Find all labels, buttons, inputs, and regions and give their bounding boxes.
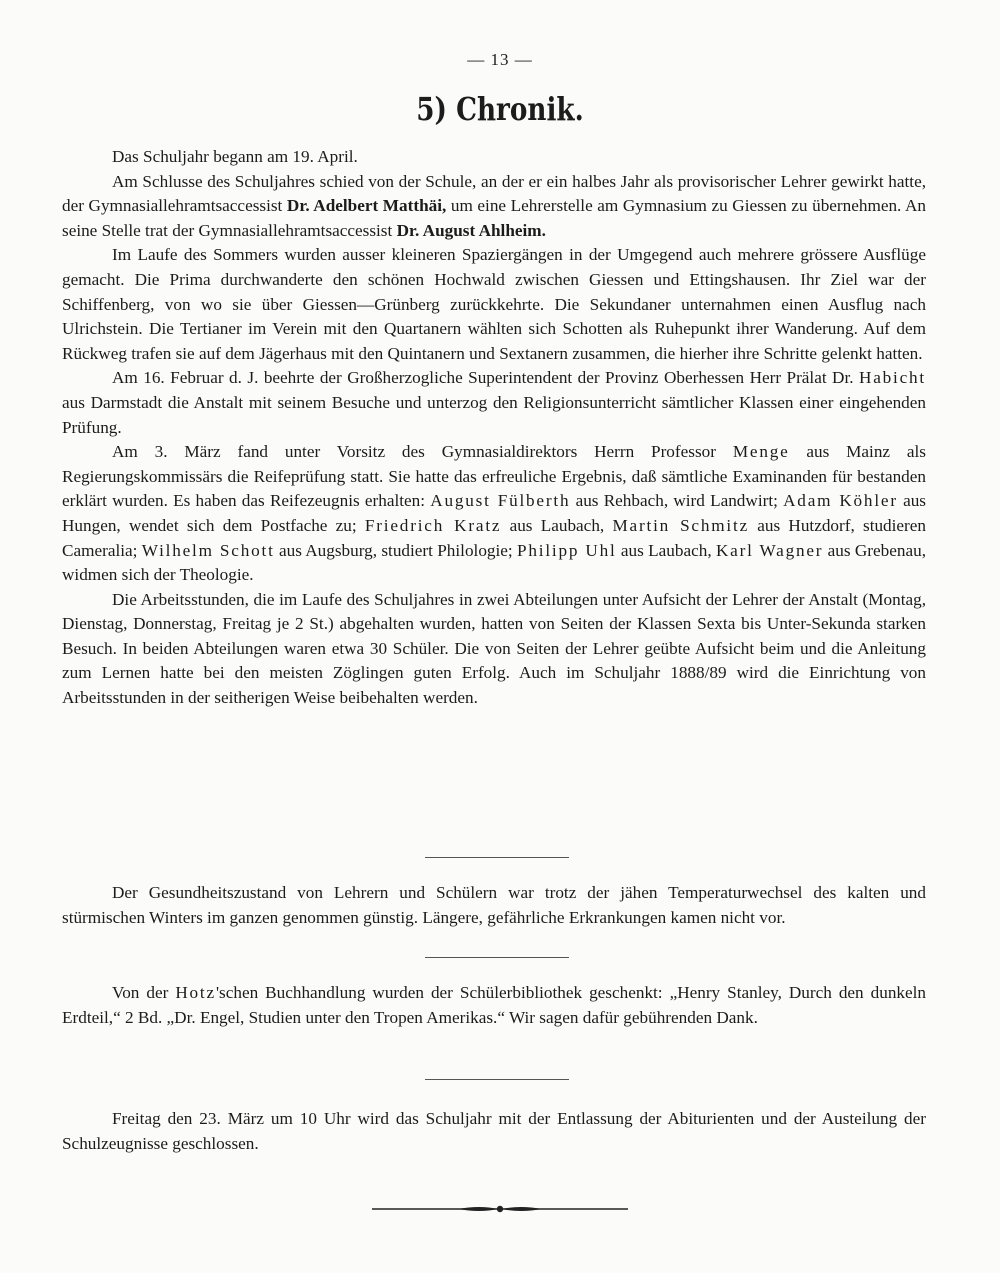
section-heading: 5) Chronik. [416,90,584,128]
paragraph-exam [62,440,926,588]
page-number: — 13 — [467,50,533,69]
section-divider [425,857,569,858]
section-divider [425,957,569,958]
bookshop-name: Hotz [175,983,216,1002]
student-name: Friedrich Kratz [364,515,502,535]
teacher-name-ahlheim: Dr. August Ahlheim. [396,220,546,240]
chronicle-body [62,145,926,711]
text-run: Am 3. März fand unter Vorsitz des Gymnasialdirektors Herrn Professor [112,442,733,462]
student-name: August Fülberth [430,491,571,511]
health-block [62,881,926,930]
text-run: um eine Lehrerstelle am Gymnasium zu Giessen zu übernehmen. An seine Stelle trat der Gymnasiallehramtsaccessist [62,196,926,240]
student-name: Karl Wagner [715,540,824,560]
student-name: Wilhelm Schott [141,540,275,560]
library-block [62,981,926,1030]
paragraph-teacher-change [62,170,926,244]
paragraph-library [62,981,926,1030]
end-ornament [370,1199,630,1219]
text-run: aus Mainz als Regierungskommissärs die Reifeprüfung statt. Sie hatte das erfreuliche Ergebnis, daß sämtliche Examinanden für bestanden erklärt wurden. Es haben das Reifezeugnis erhalten: [62,442,926,511]
closing-block [62,1107,926,1156]
paragraph-study-hours: Die Arbeitsstunden, die im Laufe des Schuljahres in zwei Abteilungen unter Aufsicht der Lehrer der Anstalt (Montag, Dienstag, Donnerstag, Freitag je 2 St.) abgehalten wurden, hatten von Seiten der Klassen Sexta bis Unter-Sekunda starken Besuch. In beiden Abteilungen waren etwa 30 Schüler. Die von Seiten der Lehrer geübte Aufsicht beim und die Anleitung zum Lernen hatte bei den meisten Zöglingen guten Erfolg. Auch im Schuljahr 1888/89 wird die Einrichtung von Arbeitsstunden in der seitherigen Weise beibehalten werden. [62,589,926,708]
text-run: aus Laubach, [501,515,613,535]
text-run: Von der [112,983,176,1002]
teacher-name-matthaei: Dr. Adelbert Matthäi, [286,196,447,216]
paragraph-school-start: Das Schuljahr begann am 19. April. [112,147,358,166]
student-name: Philipp Uhl [517,540,617,560]
student-name: Adam Köhler [783,491,898,511]
text-run: aus Augsburg, studiert Philologie; [274,540,518,560]
text-run: aus Darmstadt die Anstalt mit seinem Besuche und unterzog den Religionsunterricht sämtlicher Klassen einer eingehenden Prüfung. [62,392,926,437]
paragraph-health: Der Gesundheitszustand von Lehrern und Schülern war trotz der jähen Temperaturwechsel des kalten und stürmischen Winters im ganzen genommen günstig. Längere, gefährliche Erkrankungen kamen nicht vor. [62,883,926,927]
section-divider [425,1079,569,1080]
text-run: Am 16. Februar d. J. beehrte der Großherzogliche Superintendent der Provinz Oberhessen Herr Prälat Dr. [112,368,859,388]
text-run: aus Grebenau, widmen sich der Theologie. [62,540,926,585]
person-name-habicht: Habicht [858,368,926,388]
paragraph-inspection [62,366,926,440]
person-name-menge: Menge [732,442,790,462]
text-run: aus Rehbach, wird Landwirt; [570,491,784,511]
paragraph-excursions: Im Laufe des Sommers wurden ausser kleineren Spaziergängen in der Umgegend auch mehrere grössere Ausflüge gemacht. Die Prima durchwanderte den schönen Hochwald zwischen Giessen und Ettingshausen. Ihr Ziel war der Schiffenberg, von wo sie über Giessen—Grünberg zurückkehrte. Die Sekundaner unternahmen einen Ausflug nach Ulrichstein. Die Tertianer im Verein mit den Quartanern wählten sich Schotten als Ruhepunkt ihrer Wanderung. Auf dem Rückweg trafen sie auf dem Jägerhaus mit den Quintanern und Sextanern zusammen, die hierher ihre Schritte gelenkt hatten. [62,245,926,363]
text-run: aus Laubach, [616,540,716,560]
text-run: 'schen Buchhandlung wurden der Schülerbibliothek geschenkt: „Henry Stanley, Durch den dunkeln Erdteil,“ 2 Bd. „Dr. Engel, Studien unter den Tropen Amerikas.“ Wir sagen dafür gebührenden Dank. [62,983,926,1027]
paragraph-closing: Freitag den 23. März um 10 Uhr wird das Schuljahr mit der Entlassung der Abiturienten und der Austeilung der Schulzeugnisse geschlossen. [62,1109,926,1153]
student-name: Martin Schmitz [612,515,750,535]
text-run: Am Schlusse des Schuljahres schied von der Schule, an der er ein halbes Jahr als provisorischer Lehrer gewirkt hatte, der Gymnasiallehramtsaccessist [62,171,926,216]
text-run: aus Hungen, wendet sich dem Postfache zu; [62,491,926,535]
text-run: aus Hutzdorf, studieren Cameralia; [62,515,927,560]
